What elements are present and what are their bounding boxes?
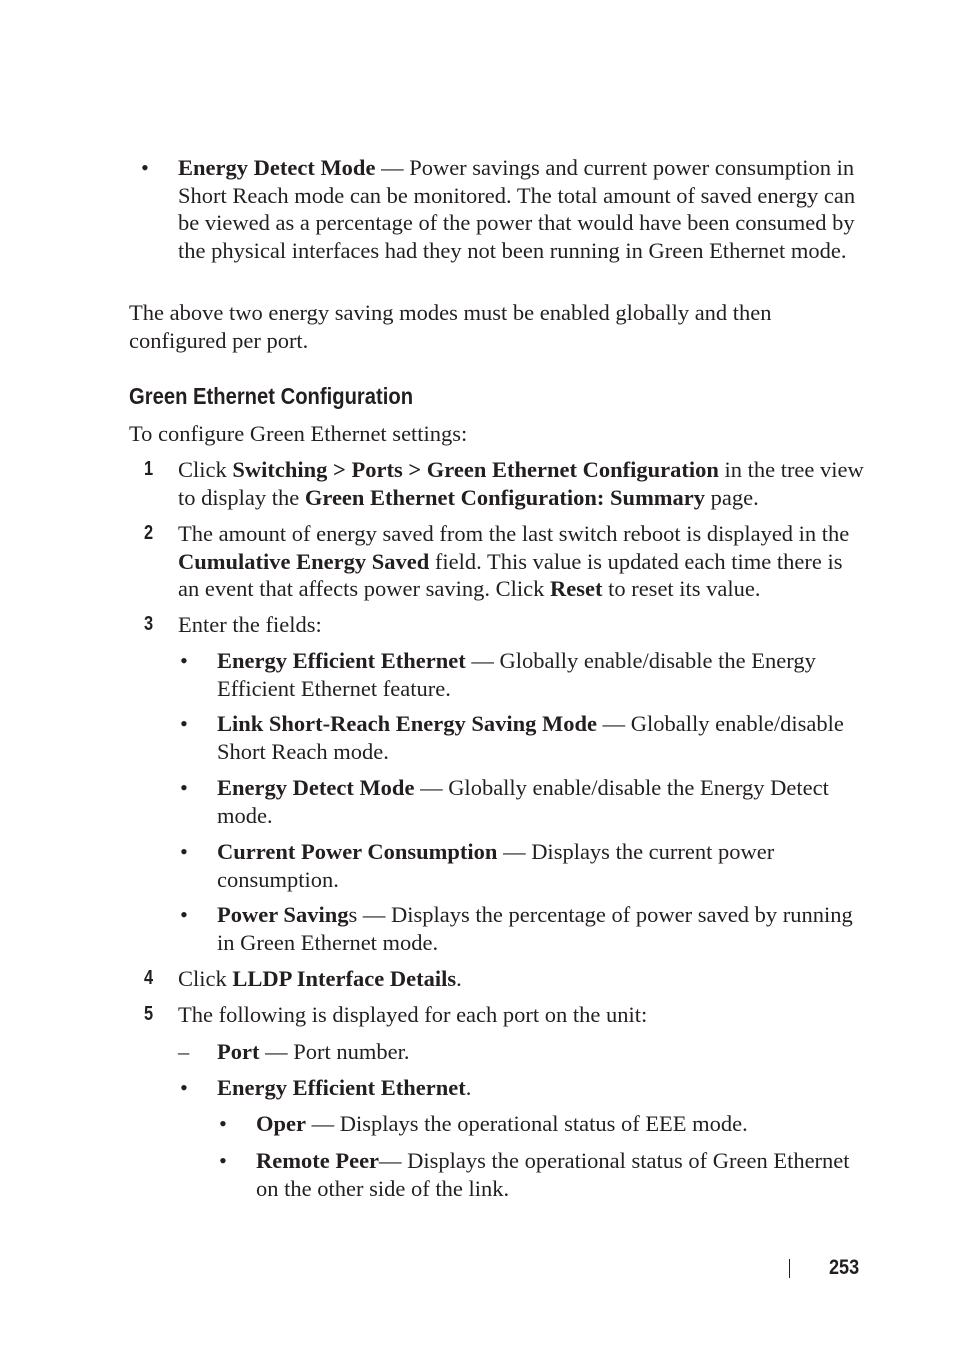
bullet-marker: • bbox=[219, 1111, 227, 1136]
intro-paragraph: The above two energy saving modes must be enabled globally and then configured per port. bbox=[129, 300, 772, 353]
bullet-energy-detect-mode bbox=[178, 154, 864, 264]
bullet-marker: • bbox=[180, 902, 188, 927]
bullet-marker: • bbox=[180, 648, 188, 673]
item-energy-efficient-ethernet: Energy Efficient Ethernet. bbox=[217, 1075, 472, 1100]
step-number: 2 bbox=[144, 522, 154, 544]
folio-divider bbox=[789, 1259, 790, 1278]
bullet-marker: • bbox=[219, 1148, 227, 1173]
bullet-marker: • bbox=[180, 839, 188, 864]
menu-path: Switching > Ports > Green Ethernet Configuration bbox=[232, 457, 719, 482]
item-port: Port — Port number. bbox=[217, 1039, 410, 1064]
page-number: 253 bbox=[829, 1256, 860, 1279]
step-2: The amount of energy saved from the last switch reboot is displayed in the Cumulative Energy Saved field. This value is updated each time there is an event that affects power saving. Click Reset to reset its value. bbox=[178, 521, 850, 601]
step-number: 5 bbox=[144, 1003, 154, 1025]
step-4: Click LLDP Interface Details. bbox=[178, 966, 462, 991]
page-name: Green Ethernet Configuration: Summary bbox=[304, 484, 706, 510]
field-link-short-reach: Link Short-Reach Energy Saving Mode — Globally enable/disable Short Reach mode. bbox=[217, 711, 844, 764]
field-energy-efficient-ethernet: Energy Efficient Ethernet — Globally enable/disable the Energy Efficient Ethernet feature. bbox=[217, 648, 816, 701]
field-power-savings: Power Savings — Displays the percentage of power saved by running in Green Ethernet mode. bbox=[217, 902, 853, 955]
step-3: Enter the fields: bbox=[178, 612, 322, 637]
step-5: The following is displayed for each port on the unit: bbox=[178, 1002, 648, 1027]
term: Energy Detect Mode bbox=[178, 155, 376, 180]
step-number: 1 bbox=[144, 458, 154, 480]
field-energy-detect-mode: Energy Detect Mode — Globally enable/disable the Energy Detect mode. bbox=[217, 775, 829, 828]
section-heading: Green Ethernet Configuration bbox=[129, 383, 414, 409]
bullet-marker: • bbox=[180, 1075, 188, 1100]
subitem-remote-peer: Remote Peer— Displays the operational status of Green Ethernet on the other side of the link. bbox=[256, 1148, 850, 1201]
dash-marker: – bbox=[178, 1039, 190, 1064]
bullet-marker: • bbox=[180, 711, 188, 736]
step-1: Click Switching > Ports > Green Ethernet Configuration in the tree view to display the Green Ethernet Configuration: Summary page. bbox=[178, 457, 864, 510]
subitem-oper: Oper — Displays the operational status of EEE mode. bbox=[256, 1111, 748, 1136]
section-lead: To configure Green Ethernet settings: bbox=[129, 421, 468, 446]
step-number: 4 bbox=[144, 967, 154, 989]
step-number: 3 bbox=[144, 613, 154, 635]
description: — Power savings and current power consumption in Short Reach mode can be monitored. The total amount of saved energy can be viewed as a percentage of the power that would have been consumed by the physical interfaces had they not been running in Green Ethernet mode. bbox=[178, 155, 856, 263]
link-name: LLDP Interface Details bbox=[232, 966, 457, 991]
bullet-marker: • bbox=[141, 155, 149, 180]
field-current-power-consumption: Current Power Consumption — Displays the current power consumption. bbox=[217, 839, 775, 892]
field-name: Cumulative Energy Saved bbox=[178, 548, 430, 574]
bullet-marker: • bbox=[180, 775, 188, 800]
button-name: Reset bbox=[549, 576, 603, 601]
